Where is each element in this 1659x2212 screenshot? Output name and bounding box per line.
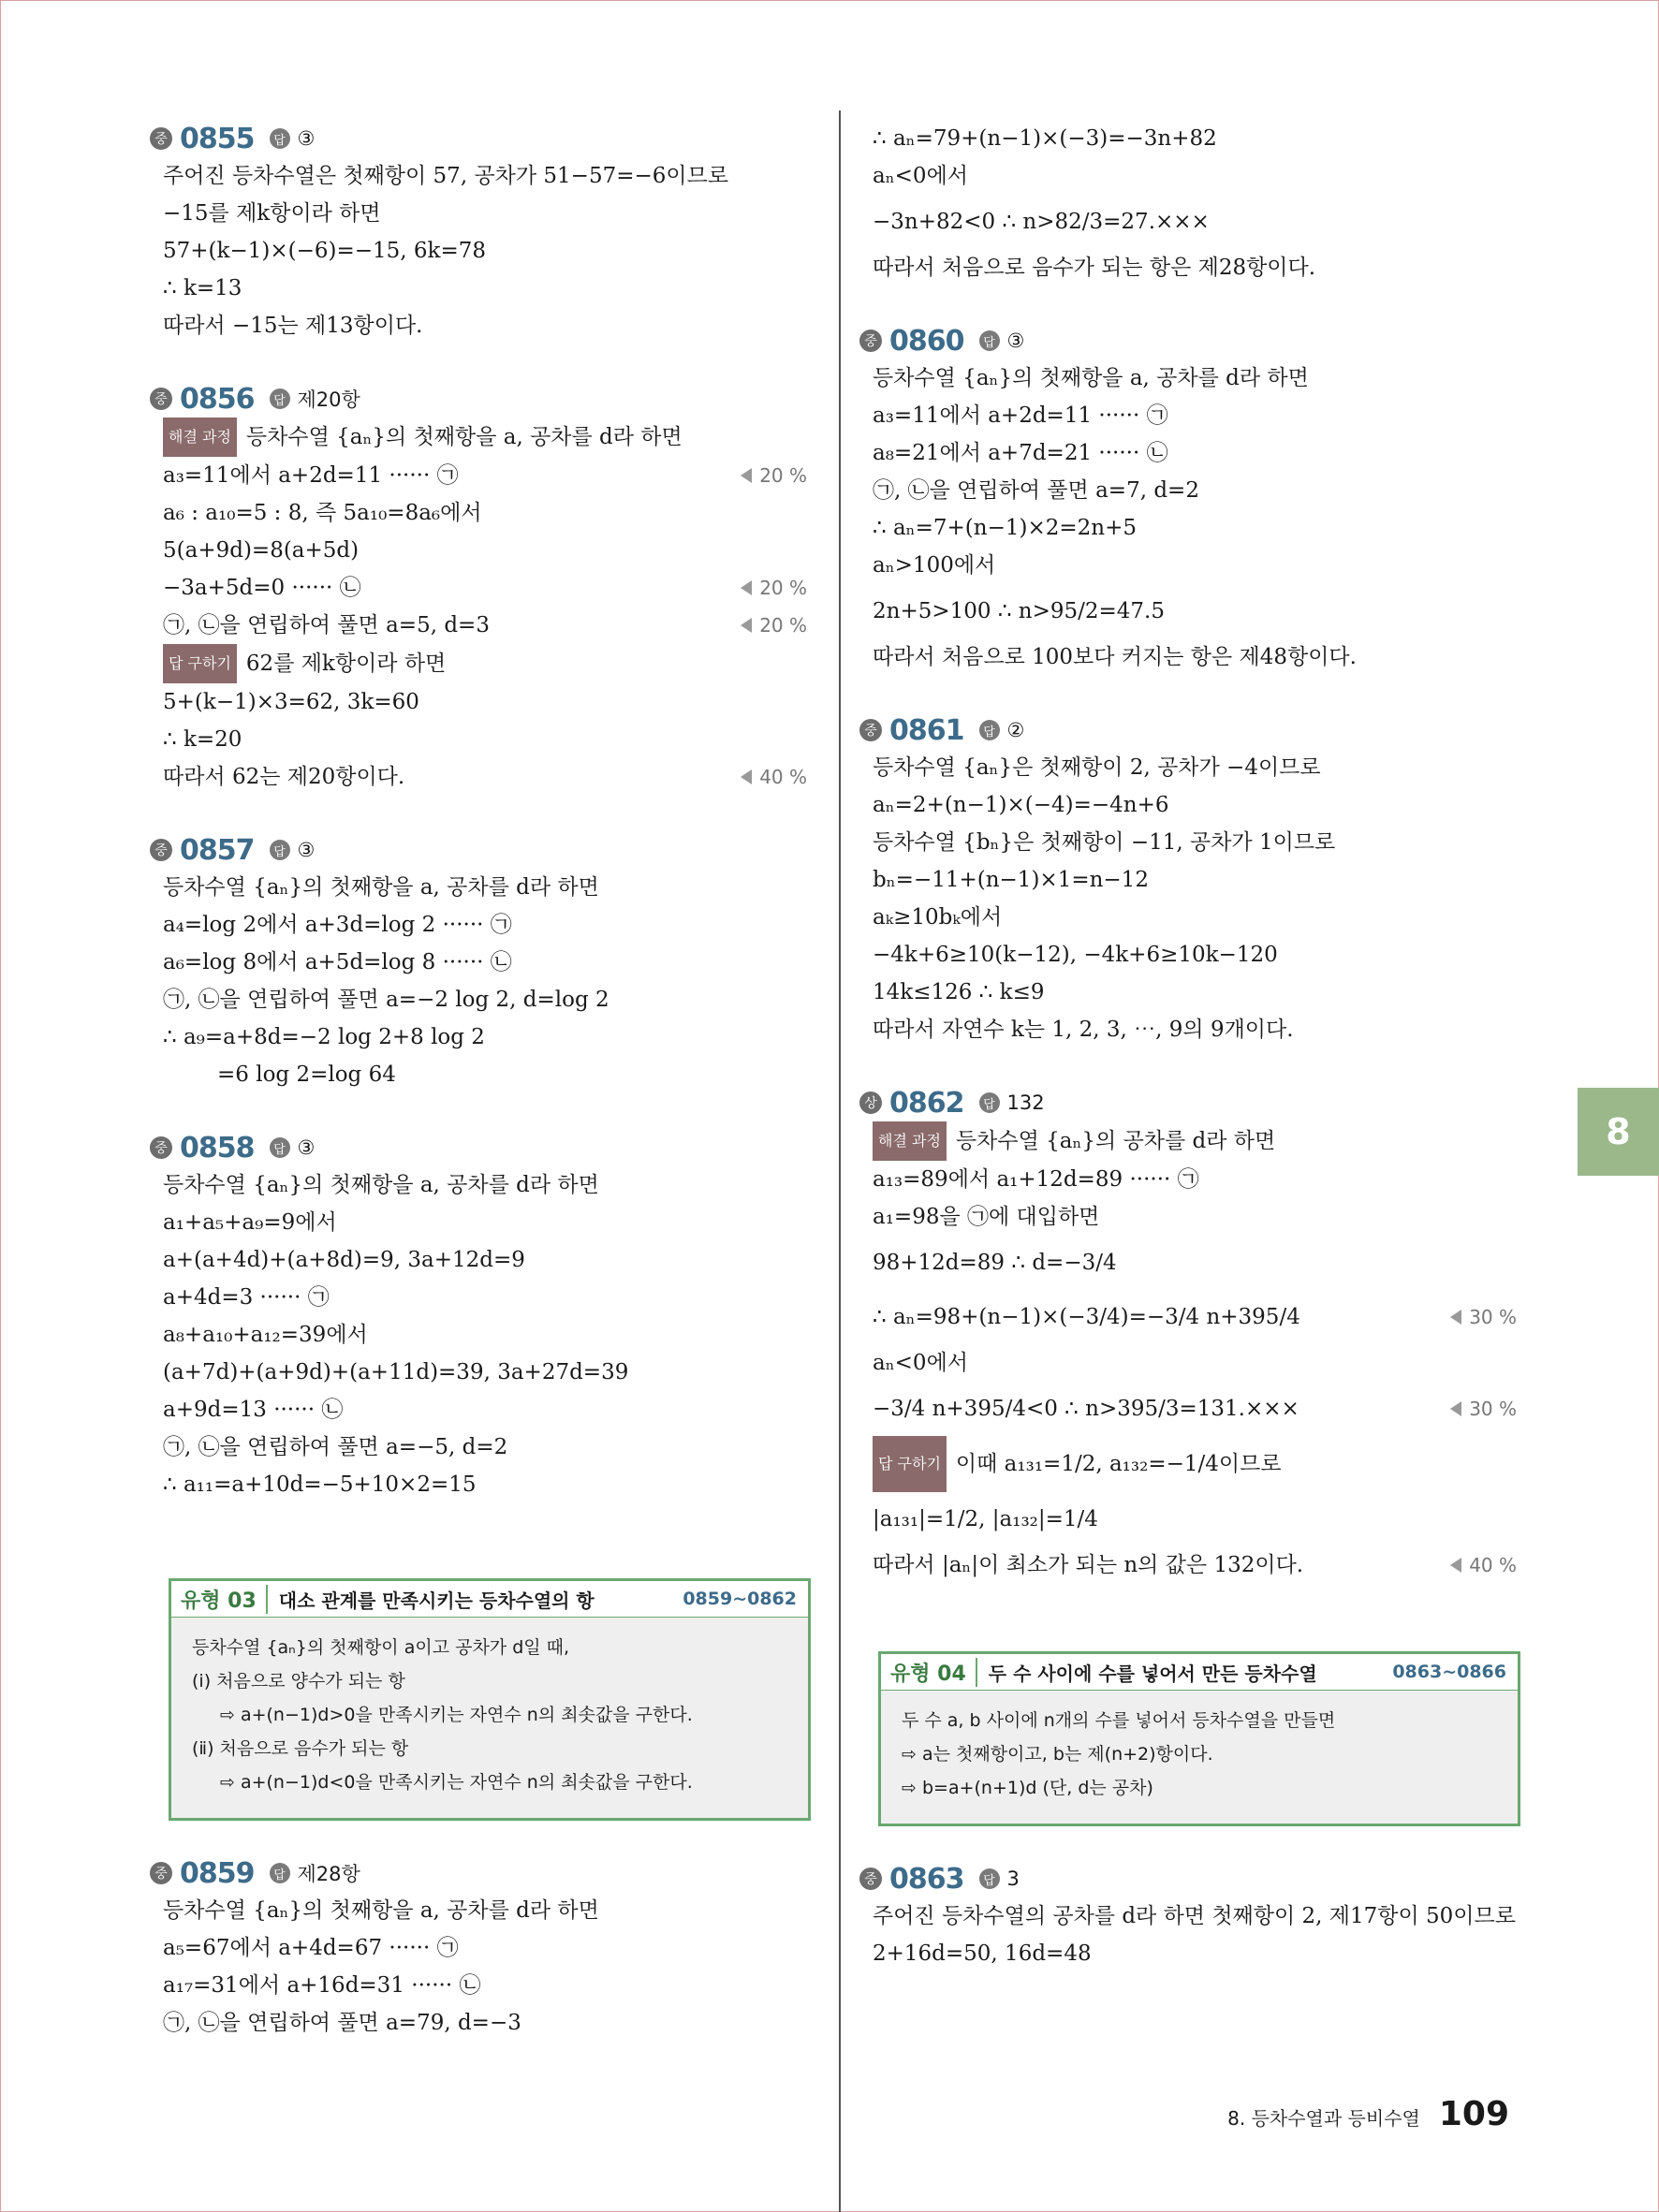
solution-text: a+4d=3 ······ ㉠ [163, 1285, 330, 1310]
answer-icon: 답 [979, 720, 1000, 740]
problem-0860 [859, 322, 1515, 676]
type-range: 0863~0866 [1392, 1662, 1506, 1682]
solution-text: 따라서 −15는 제13항이다. [163, 314, 423, 338]
solution-line [150, 1056, 805, 1093]
difficulty-badge: 중 [150, 1862, 172, 1884]
problem-header [859, 322, 1515, 359]
solution-line [859, 1935, 1515, 1972]
problem-0861 [859, 711, 1515, 1048]
solution-text: a₈+a₁₀+a₁₂=39에서 [163, 1323, 368, 1347]
score-percent: 40 % [741, 758, 807, 796]
solution-line [150, 869, 805, 906]
solution-text: a₆ : a₁₀=5 : 8, 즉 5a₁₀=8a₆에서 [163, 501, 482, 525]
solution-line [150, 157, 805, 195]
solution-line [859, 1236, 1515, 1290]
solution-line [150, 758, 805, 796]
answer-value: 132 [1006, 1091, 1045, 1114]
solution-text: a₅=67에서 a+4d=67 ······ ㉠ [163, 1936, 459, 1960]
solution-text: 등차수열 {aₙ}의 공차를 d라 하면 [955, 1129, 1276, 1153]
solution-line [150, 981, 805, 1018]
solution-line [859, 359, 1515, 397]
problem-header [150, 1129, 805, 1166]
solution-line [859, 157, 1515, 195]
solution-line [150, 1316, 805, 1354]
right-problems [859, 120, 1515, 1584]
problem-header [859, 1860, 1515, 1897]
chapter-side-tab: 8 [1578, 1088, 1659, 1176]
problem-number: 0861 [889, 713, 964, 747]
solution-line [150, 457, 805, 494]
solution-line [859, 1436, 1515, 1492]
solution-line [150, 270, 805, 307]
problem-number: 0860 [889, 324, 964, 358]
type-label: 유형 03 [171, 1585, 268, 1614]
solution-text: 62를 제k항이라 하면 [245, 652, 447, 676]
solution-text: 등차수열 {aₙ}의 첫째항을 a, 공차를 d라 하면 [873, 366, 1309, 390]
difficulty-badge: 중 [150, 127, 172, 150]
right-column [859, 120, 1515, 2008]
score-percent: 20 % [741, 569, 807, 607]
solution-text: 따라서 |aₙ|이 최소가 되는 n의 값은 132이다. [873, 1553, 1304, 1577]
problem-cont [859, 120, 1515, 286]
difficulty-badge: 중 [150, 839, 172, 861]
problem-0856 [150, 380, 805, 796]
answer-icon: 답 [270, 1863, 290, 1883]
solution-line [859, 1290, 1515, 1344]
solution-text: 등차수열 {aₙ}은 첫째항이 2, 공차가 −4이므로 [873, 755, 1321, 780]
answer-icon: 답 [270, 388, 290, 409]
solution-line [859, 824, 1515, 861]
answer-value: 3 [1006, 1868, 1020, 1890]
problem-number: 0863 [889, 1862, 964, 1896]
step-tag: 해결 과정 [873, 1121, 947, 1161]
solution-text: a₁₇=31에서 a+16d=31 ······ ㉡ [163, 1973, 481, 1998]
solution-text: =6 log 2=log 64 [217, 1062, 396, 1087]
solution-text: ㉠, ㉡을 연립하여 풀면 a=−2 log 2, d=log 2 [163, 988, 609, 1012]
solution-line [859, 1344, 1515, 1382]
solution-text: a₃=11에서 a+2d=11 ······ ㉠ [163, 463, 459, 488]
solution-line [859, 1546, 1515, 1584]
solution-text: 주어진 등차수열의 공차를 d라 하면 첫째항이 2, 제17항이 50이므로 [873, 1904, 1516, 1928]
problem-header [150, 831, 805, 869]
solution-text: aₖ≥10bₖ에서 [873, 905, 1003, 930]
page-number: 109 [1438, 2095, 1509, 2133]
solution-text: a₁₃=89에서 a₁+12d=89 ······ ㉠ [873, 1167, 1199, 1192]
problem-header [150, 380, 805, 417]
type-body-line: (ⅱ) 처음으로 음수가 되는 항 [192, 1738, 409, 1759]
solution-text: ㉠, ㉡을 연립하여 풀면 a=7, d=2 [873, 478, 1199, 503]
solution-text: ∴ aₙ=79+(n−1)×(−3)=−3n+82 [873, 126, 1217, 151]
problem-number: 0858 [180, 1131, 255, 1165]
solution-line [859, 434, 1515, 472]
difficulty-badge: 중 [150, 388, 172, 410]
problem-header [150, 1854, 805, 1892]
solution-text: 등차수열 {aₙ}의 첫째항을 a, 공차를 d라 하면 [163, 1173, 599, 1197]
solution-line [859, 1161, 1515, 1198]
solution-text: −3a+5d=0 ······ ㉡ [163, 576, 361, 600]
problem-number: 0855 [180, 122, 255, 155]
answer-value: 제20항 [297, 388, 360, 411]
solution-line [859, 584, 1515, 638]
solution-line [859, 936, 1515, 974]
answer-icon: 답 [979, 1092, 1000, 1113]
problem-header [150, 120, 805, 157]
solution-text: ㉠, ㉡을 연립하여 풀면 a=−5, d=2 [163, 1435, 508, 1459]
solution-line [859, 638, 1515, 676]
answer-value: 제28항 [297, 1863, 360, 1885]
solution-line [859, 1897, 1515, 1935]
problem-number: 0857 [180, 833, 255, 867]
problem-number: 0859 [180, 1856, 255, 1890]
solution-line [859, 472, 1515, 509]
solution-text: −3n+82<0 ∴ n>82/3=27.××× [873, 210, 1210, 234]
difficulty-badge: 중 [150, 1136, 172, 1159]
solution-line [859, 749, 1515, 786]
solution-text: 등차수열 {bₙ}은 첫째항이 −11, 공차가 1이므로 [873, 830, 1336, 855]
solution-text: ∴ a₉=a+8d=−2 log 2+8 log 2 [163, 1025, 485, 1049]
solution-line [859, 547, 1515, 584]
solution-text: ㉠, ㉡을 연립하여 풀면 a=79, d=−3 [163, 2011, 521, 2035]
solution-text: −4k+6≥10(k−12), −4k+6≥10k−120 [873, 943, 1278, 967]
problem-0863 [859, 1860, 1515, 1972]
solution-line [150, 569, 805, 607]
solution-line [859, 861, 1515, 899]
solution-line [150, 721, 805, 758]
solution-line [150, 906, 805, 944]
difficulty-badge: 중 [859, 330, 882, 352]
solution-line [150, 944, 805, 981]
footer-chapter: 8. 등차수열과 등비수열 [1227, 2107, 1420, 2130]
left-column [150, 120, 805, 2077]
type-body [881, 1691, 1518, 1824]
solution-text: aₙ>100에서 [873, 553, 996, 578]
score-percent: 30 % [1450, 1290, 1517, 1344]
solution-text: ∴ k=13 [163, 276, 242, 300]
solution-line [150, 644, 805, 683]
solution-text: 98+12d=89 ∴ d=−3/4 [873, 1251, 1117, 1275]
solution-line [859, 120, 1515, 157]
solution-line [859, 1011, 1515, 1048]
type-body-line: ⇨ b=a+(n+1)d (단, d는 공차) [902, 1778, 1153, 1798]
solution-text: 57+(k−1)×(−6)=−15, 6k=78 [163, 239, 486, 263]
answer-value: ③ [297, 127, 316, 150]
problem-header [859, 711, 1515, 749]
answer-icon: 답 [270, 840, 290, 860]
page-footer [1227, 2095, 1509, 2133]
solution-line [150, 607, 805, 644]
answer-value: ③ [297, 839, 316, 861]
solution-line [150, 494, 805, 532]
problem-0857 [150, 831, 805, 1093]
solution-text: a₁=98을 ㉠에 대입하면 [873, 1205, 1100, 1229]
solution-text: 이때 a₁₃₁=1/2, a₁₃₂=−1/4이므로 [955, 1452, 1282, 1476]
answer-icon: 답 [979, 1868, 1000, 1889]
problem-header [859, 1084, 1515, 1121]
score-percent: 20 % [741, 457, 807, 494]
score-percent: 40 % [1450, 1546, 1517, 1584]
type-body-line: ⇨ a+(n−1)d<0을 만족시키는 자연수 n의 최솟값을 구한다. [220, 1772, 693, 1793]
solution-line [150, 1929, 805, 1967]
type-body [171, 1618, 808, 1818]
solution-text: 따라서 처음으로 음수가 되는 항은 제28항이다. [873, 256, 1316, 280]
solution-text: aₙ<0에서 [873, 1351, 969, 1375]
type-title: 대소 관계를 만족시키는 등차수열의 항 [278, 1589, 595, 1612]
solution-text: 2n+5>100 ∴ n>95/2=47.5 [873, 599, 1165, 623]
solution-text: 14k≤126 ∴ k≤9 [873, 980, 1045, 1004]
solution-text: 등차수열 {aₙ}의 첫째항을 a, 공차를 d라 하면 [163, 875, 599, 900]
left-problems [150, 120, 805, 1503]
solution-text: a₄=log 2에서 a+3d=log 2 ······ ㉠ [163, 913, 512, 937]
problem-number: 0856 [180, 382, 255, 416]
problem-0858 [150, 1129, 805, 1503]
solution-text: a₃=11에서 a+2d=11 ······ ㉠ [873, 403, 1168, 428]
answer-value: ② [1006, 719, 1025, 741]
right-problems-2 [859, 1860, 1515, 1972]
solution-text: bₙ=−11+(n−1)×1=n−12 [873, 868, 1149, 892]
type-body-line: 등차수열 {aₙ}의 첫째항이 a이고 공차가 d일 때, [192, 1637, 570, 1658]
solution-text: 2+16d=50, 16d=48 [873, 1941, 1092, 1966]
answer-icon: 답 [270, 128, 290, 149]
solution-text: 주어진 등차수열은 첫째항이 57, 공차가 51−57=−6이므로 [163, 164, 729, 188]
type-body-line: ⇨ a는 첫째항이고, b는 제(n+2)항이다. [902, 1744, 1213, 1765]
solution-text: |a₁₃₁|=1/2, |a₁₃₂|=1/4 [873, 1507, 1098, 1531]
solution-line [859, 249, 1515, 286]
solution-text: 따라서 62는 제20항이다. [163, 765, 405, 789]
problem-number: 0862 [889, 1086, 964, 1120]
solution-line [150, 195, 805, 232]
solution-line [150, 1241, 805, 1279]
solution-text: 따라서 자연수 k는 1, 2, 3, ⋯, 9의 9개이다. [873, 1018, 1294, 1042]
solution-text: 따라서 처음으로 100보다 커지는 항은 제48항이다. [873, 645, 1357, 669]
solution-text: ∴ a₁₁=a+10d=−5+10×2=15 [163, 1472, 477, 1497]
solution-line [859, 1121, 1515, 1161]
solution-text: 등차수열 {aₙ}의 첫째항을 a, 공차를 d라 하면 [163, 1898, 599, 1923]
solution-line [150, 2004, 805, 2042]
solution-line [150, 1967, 805, 2004]
type-box-03 [169, 1578, 811, 1821]
answer-icon: 답 [270, 1137, 290, 1158]
type-body-line: ⇨ a+(n−1)d>0을 만족시키는 자연수 n의 최솟값을 구한다. [220, 1705, 693, 1725]
solution-text: a+9d=13 ······ ㉡ [163, 1398, 344, 1422]
solution-line [150, 307, 805, 344]
type-body-line: 두 수 a, b 사이에 n개의 수를 넣어서 등차수열을 만들면 [902, 1710, 1336, 1731]
solution-line [859, 1492, 1515, 1546]
solution-line [150, 1892, 805, 1929]
solution-text: ∴ aₙ=7+(n−1)×2=2n+5 [873, 516, 1137, 540]
solution-text: ∴ k=20 [163, 727, 242, 752]
solution-line [150, 1204, 805, 1241]
type-range: 0859~0862 [683, 1589, 797, 1609]
solution-line [150, 1279, 805, 1316]
solution-text: (a+7d)+(a+9d)+(a+11d)=39, 3a+27d=39 [163, 1360, 629, 1384]
solution-line [150, 232, 805, 270]
problem-0862 [859, 1084, 1515, 1584]
solution-line [150, 1166, 805, 1204]
solution-text: a₁+a₅+a₉=9에서 [163, 1210, 337, 1235]
solution-text: ∴ aₙ=98+(n−1)×(−3/4)=−3/4 n+395/4 [873, 1305, 1300, 1329]
problem-0859 [150, 1854, 805, 2042]
solution-line [150, 1428, 805, 1466]
solution-text: a+(a+4d)+(a+8d)=9, 3a+12d=9 [163, 1248, 525, 1272]
solution-line [150, 1391, 805, 1428]
answer-icon: 답 [979, 330, 1000, 351]
solution-text: 5+(k−1)×3=62, 3k=60 [163, 690, 419, 714]
type-box-04 [878, 1651, 1520, 1826]
solution-line [859, 899, 1515, 936]
solution-text: 5(a+9d)=8(a+5d) [163, 538, 360, 563]
solution-text: aₙ<0에서 [873, 164, 969, 188]
solution-text: a₈=21에서 a+7d=21 ······ ㉡ [873, 441, 1168, 465]
solution-line [859, 509, 1515, 547]
step-tag: 답 구하기 [873, 1436, 947, 1492]
answer-value: ③ [297, 1136, 316, 1159]
solution-text: ㉠, ㉡을 연립하여 풀면 a=5, d=3 [163, 613, 490, 637]
problem-0855 [150, 120, 805, 344]
solution-line [150, 532, 805, 569]
solution-text: a₆=log 8에서 a+5d=log 8 ······ ㉡ [163, 950, 512, 974]
solution-line [150, 1354, 805, 1391]
solution-line [150, 683, 805, 721]
type-label: 유형 04 [881, 1658, 977, 1687]
solution-line [859, 195, 1515, 249]
solution-text: 등차수열 {aₙ}의 첫째항을 a, 공차를 d라 하면 [245, 425, 683, 449]
solution-line [859, 786, 1515, 824]
solution-text: aₙ=2+(n−1)×(−4)=−4n+6 [873, 793, 1169, 817]
difficulty-badge: 중 [859, 719, 882, 741]
score-percent: 20 % [741, 607, 807, 644]
column-divider [839, 110, 841, 2212]
solution-line [150, 417, 805, 457]
solution-text: −3/4 n+395/4<0 ∴ n>395/3=131.××× [873, 1397, 1299, 1421]
type-title: 두 수 사이에 수를 넣어서 만든 등차수열 [988, 1662, 1317, 1685]
solution-line [859, 1382, 1515, 1436]
difficulty-badge: 중 [859, 1868, 882, 1890]
step-tag: 해결 과정 [163, 417, 237, 457]
difficulty-badge: 상 [859, 1091, 882, 1114]
step-tag: 답 구하기 [163, 644, 237, 683]
solution-line [859, 1198, 1515, 1236]
solution-line [859, 974, 1515, 1011]
left-problems-2 [150, 1854, 805, 2042]
solution-line [150, 1466, 805, 1503]
answer-value: ③ [1006, 330, 1025, 352]
solution-text: −15를 제k항이라 하면 [163, 201, 381, 226]
type-body-line: (ⅰ) 처음으로 양수가 되는 항 [192, 1671, 405, 1692]
solution-line [859, 397, 1515, 434]
score-percent: 30 % [1450, 1382, 1517, 1436]
solution-line [150, 1018, 805, 1056]
